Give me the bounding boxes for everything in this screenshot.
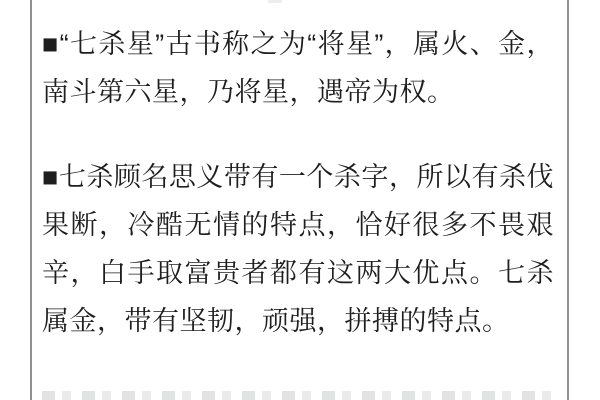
paragraph-qisha-star-intro: ■“七杀星”古书称之为“将星”，属火、金，南斗第六星，乃将星，遇帝为权。 [42, 29, 554, 107]
clipped-character-fragment-top [268, 0, 282, 3]
page-border-right-line [567, 0, 569, 400]
article-text-block [42, 20, 554, 345]
page-border-left-line [30, 0, 32, 400]
clipped-text-line-bottom [42, 391, 554, 400]
paragraph-qisha-traits: ■七杀顾名思义带有一个杀字，所以有杀伐果断，冷酷无情的特点，恰好很多不畏艰辛，白手取富贵者都有这两大优点。七杀属金，带有坚韧，顽强，拼搏的特点。 [42, 162, 554, 336]
